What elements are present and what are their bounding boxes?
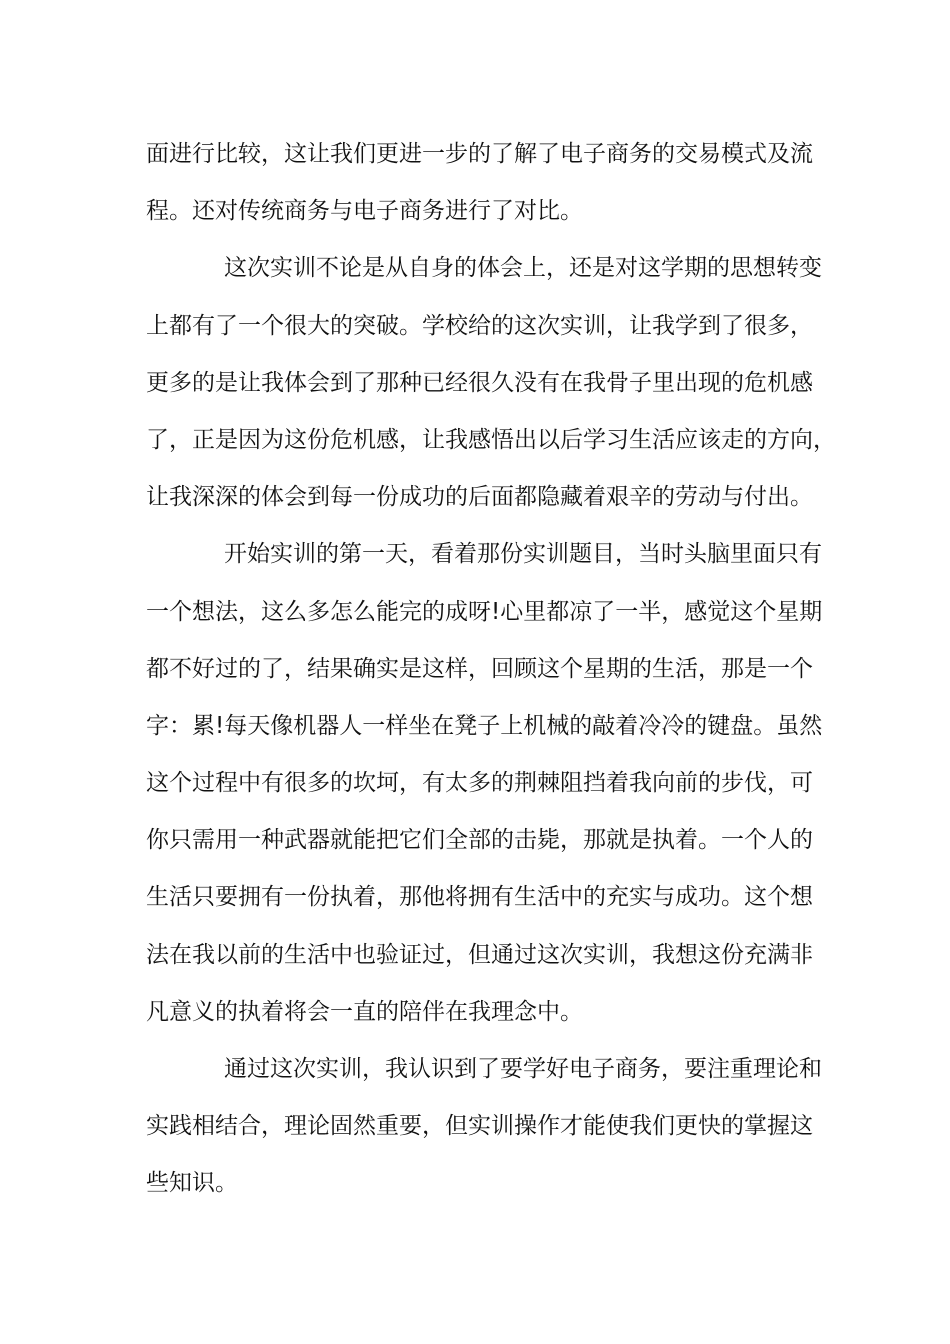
document-body (146, 126, 836, 1213)
text-line: 了，正是因为这份危机感，让我感悟出以后学习生活应该走的方向， (146, 426, 836, 453)
text-line: 让我深深的体会到每一份成功的后面都隐藏着艰辛的劳动与付出。 (146, 484, 813, 511)
text-line: 生活只要拥有一份执着，那他将拥有生活中的充实与成功。这个想 (146, 884, 813, 911)
text-line: 都不好过的了，结果确实是这样，回顾这个星期的生活，那是一个 (146, 655, 813, 682)
text-line: 凡意义的执着将会一直的陪伴在我理念中。 (146, 998, 583, 1025)
text-line: 程。还对传统商务与电子商务进行了对比。 (146, 198, 583, 225)
text-line: 上都有了一个很大的突破。学校给的这次实训，让我学到了很多， (146, 312, 813, 339)
text-line: 实践相结合，理论固然重要，但实训操作才能使我们更快的掌握这 (146, 1113, 813, 1140)
text-line: 面进行比较，这让我们更进一步的了解了电子商务的交易模式及流 (146, 141, 813, 167)
text-line: 开始实训的第一天，看着那份实训题目，当时头脑里面只有 (224, 541, 822, 568)
text-line: 一个想法，这么多怎么能完的成呀!心里都凉了一半，感觉这个星期 (146, 598, 823, 625)
paragraph-1 (146, 126, 816, 240)
paragraph-4 (146, 1041, 822, 1213)
text-line: 通过这次实训，我认识到了要学好电子商务，要注重理论和 (224, 1056, 822, 1082)
text-line: 些知识。 (146, 1170, 238, 1197)
paragraph-3 (146, 526, 823, 1041)
paragraph-2 (146, 240, 836, 526)
text-line: 这个过程中有很多的坎坷，有太多的荆棘阻挡着我向前的步伐，可 (146, 770, 813, 797)
text-line: 更多的是让我体会到了那种已经很久没有在我骨子里出现的危机感 (146, 369, 813, 396)
text-line: 字：累!每天像机器人一样坐在凳子上机械的敲着冷冷的键盘。虽然 (146, 712, 823, 739)
text-line: 你只需用一种武器就能把它们全部的击毙，那就是执着。一个人的 (146, 827, 813, 854)
text-line: 法在我以前的生活中也验证过，但通过这次实训，我想这份充满非 (146, 941, 813, 968)
text-line: 这次实训不论是从自身的体会上，还是对这学期的思想转变 (224, 255, 822, 282)
